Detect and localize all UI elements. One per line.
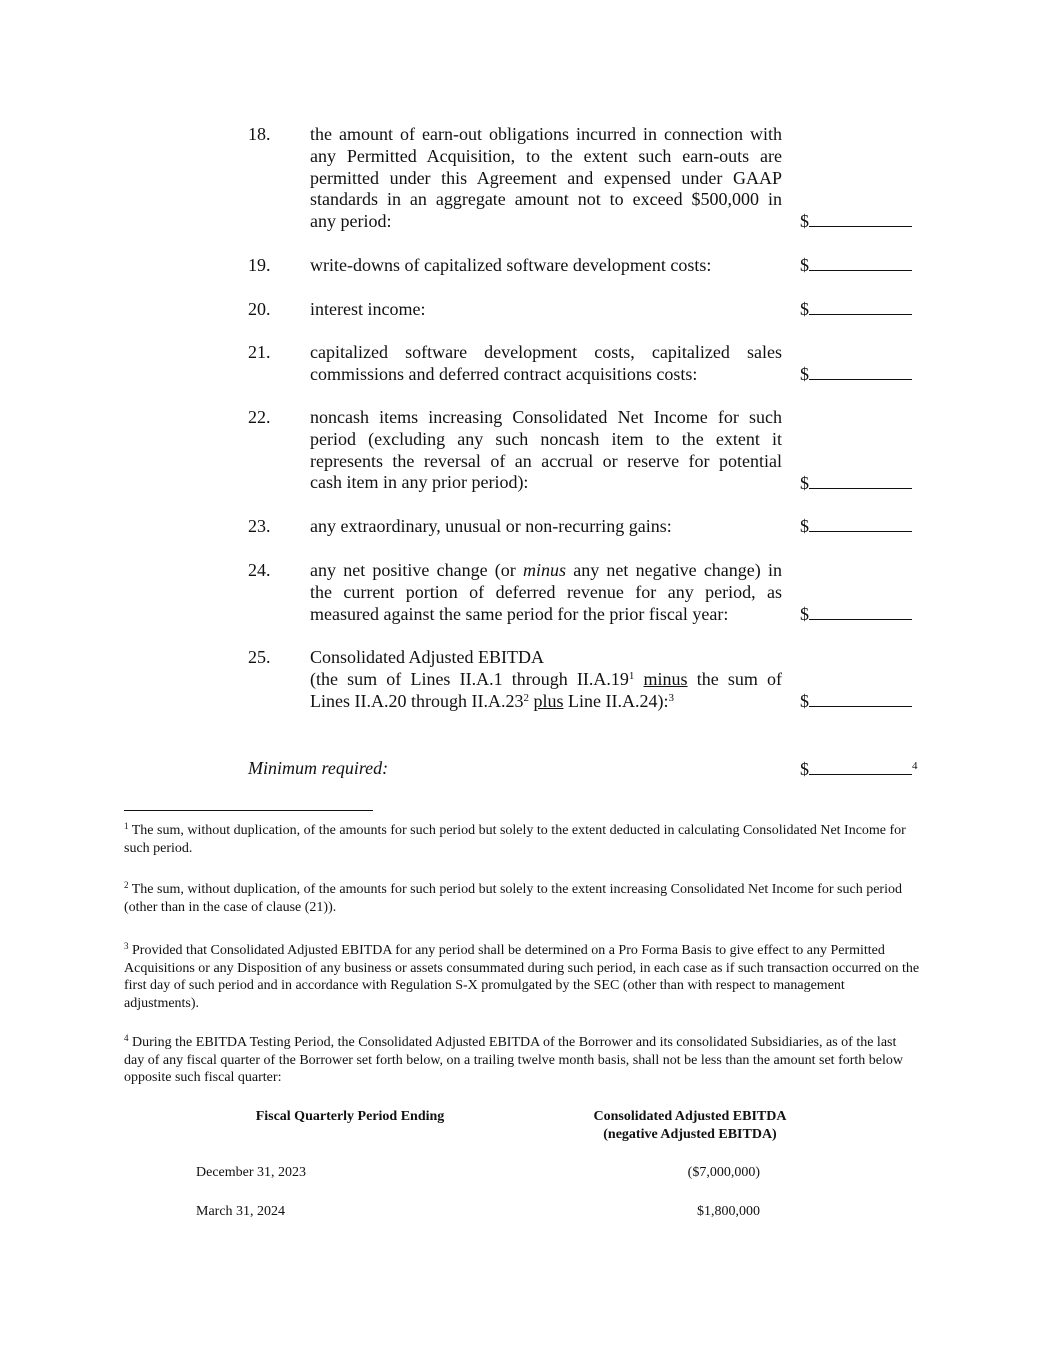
- item-text: [310, 255, 782, 277]
- text-run: the sum of: [687, 668, 782, 689]
- item-text: [310, 124, 782, 233]
- header-line: Consolidated Adjusted EBITDA: [593, 1109, 787, 1124]
- amount-field[interactable]: [800, 209, 912, 233]
- table-header-ebitda: [540, 1108, 840, 1144]
- line-item-25: [248, 647, 918, 713]
- underlined-plus: plus: [533, 690, 564, 711]
- amount-blank[interactable]: [809, 602, 912, 620]
- footnote-mark: 2: [124, 880, 129, 890]
- dollar-sign: $: [800, 691, 809, 712]
- footnote-mark: 4: [124, 1033, 129, 1043]
- item-number: 23.: [248, 516, 271, 536]
- footnote-2: [124, 881, 920, 916]
- footnote-text: The sum, without duplication, of the amounts for such period but solely to the extent deducted in calculating Consolidated Net Income for such period.: [124, 823, 906, 856]
- item-number: 19.: [248, 255, 271, 275]
- dollar-sign: $: [800, 604, 809, 625]
- footnote-mark: 3: [124, 941, 129, 951]
- text-run: Lines II.A.20 through II.A.23: [310, 690, 524, 711]
- item-text-line: cash item in any prior period):: [310, 472, 529, 493]
- header-line: (negative Adjusted EBITDA): [603, 1127, 777, 1142]
- item-text: [310, 299, 782, 321]
- line-item-22: [248, 407, 918, 495]
- item-text-line: write-downs of capitalized software development costs:: [310, 255, 712, 275]
- line-item-18: [248, 124, 918, 233]
- footnote-separator: [124, 810, 373, 811]
- footnote-text: Provided that Consolidated Adjusted EBITDA for any period shall be determined on a Pro Forma Basis to give effect to any Permitted Acquisitions or any Disposition of any business or assets consummated during such period, in each case as if such transaction occurred on the first day of such period and in accordance with Regulation S-X promulgated by the SEC (other than with respect to management adjustments).: [124, 943, 920, 1011]
- footnote-ref[interactable]: 1: [628, 669, 635, 682]
- underlined-minus: minus: [643, 668, 688, 689]
- dollar-sign: $: [800, 759, 809, 779]
- dollar-sign: $: [800, 473, 809, 494]
- amount-field[interactable]: [800, 362, 912, 386]
- item-number: 24.: [248, 560, 271, 580]
- table-header-period: Fiscal Quarterly Period Ending: [255, 1109, 445, 1124]
- item-text-line: represents the reversal of an accrual or reserve for potential: [310, 450, 782, 471]
- footnote-4: [124, 1034, 920, 1087]
- amount-blank[interactable]: [809, 253, 912, 271]
- footnote-ref[interactable]: 4: [912, 760, 918, 772]
- item-title: Consolidated Adjusted EBITDA: [310, 647, 544, 667]
- text-run: Line II.A.24):: [563, 690, 669, 711]
- item-number: 22.: [248, 407, 271, 427]
- amount-field[interactable]: [800, 514, 912, 538]
- footnote-text: During the EBITDA Testing Period, the Consolidated Adjusted EBITDA of the Borrower and its consolidated Subsidiaries, as of the last day of any fiscal quarter of the Borrower set forth below, on a trailing twelve month basis, shall not be less than the amount set forth below opposite such fiscal quarter:: [124, 1035, 904, 1085]
- item-text: [310, 560, 782, 625]
- item-text-line: measured against the same period for the prior fiscal year:: [310, 603, 729, 624]
- item-text: [310, 342, 782, 386]
- dollar-sign: $: [800, 211, 809, 232]
- amount-field[interactable]: [800, 602, 912, 626]
- text-run: (the sum of Lines II.A.1 through II.A.19: [310, 668, 629, 689]
- item-text-line: [310, 691, 782, 713]
- amount-blank[interactable]: [809, 757, 912, 775]
- line-item-19: [248, 255, 918, 277]
- amount-blank[interactable]: [809, 362, 912, 380]
- item-text-line: noncash items increasing Consolidated Net Income for such: [310, 407, 782, 427]
- item-text-line: the current portion of deferred revenue for any period, as: [310, 581, 782, 602]
- item-text-line: any period:: [310, 211, 392, 232]
- table-row-value: $1,800,000: [697, 1204, 760, 1219]
- minimum-required-label: Minimum required:: [248, 758, 389, 778]
- amount-blank[interactable]: [809, 297, 912, 315]
- item-text-line: permitted under this Agreement and expensed under GAAP: [310, 167, 782, 188]
- amount-field[interactable]: [800, 471, 912, 495]
- amount-field[interactable]: [800, 297, 912, 321]
- table-row-value: ($7,000,000): [687, 1165, 760, 1180]
- item-text: [310, 516, 782, 538]
- item-text-line: capitalized software development costs, capitalized sales: [310, 342, 782, 362]
- item-number: 21.: [248, 342, 271, 362]
- dollar-sign: $: [800, 516, 809, 537]
- footnote-3: [124, 942, 920, 1012]
- footnote-text: The sum, without duplication, of the amounts for such period but solely to the extent increasing Consolidated Net Income for such period (other than in the case of clause (21)).: [124, 882, 902, 915]
- item-text: [310, 647, 782, 712]
- text-run: any net negative change) in: [566, 560, 782, 580]
- table-row-period: December 31, 2023: [196, 1165, 307, 1180]
- emphasis-minus: minus: [523, 560, 567, 580]
- footnote-mark: 1: [124, 821, 129, 831]
- dollar-sign: $: [800, 255, 809, 276]
- item-text-line: any extraordinary, unusual or non-recurring gains:: [310, 516, 672, 536]
- amount-field[interactable]: [800, 757, 918, 780]
- item-text-line: [310, 669, 782, 691]
- item-number: 18.: [248, 124, 271, 144]
- amount-blank[interactable]: [809, 689, 912, 707]
- amount-blank[interactable]: [809, 209, 912, 227]
- item-text: [310, 407, 782, 494]
- line-item-20: [248, 299, 918, 321]
- dollar-sign: $: [800, 299, 809, 320]
- item-number: 20.: [248, 299, 271, 319]
- amount-field[interactable]: [800, 253, 912, 277]
- item-text-line: the amount of earn-out obligations incurred in connection with: [310, 124, 782, 144]
- amount-blank[interactable]: [809, 471, 912, 489]
- footnote-ref[interactable]: 2: [523, 691, 529, 704]
- item-text-line: commissions and deferred contract acquisitions costs:: [310, 363, 698, 384]
- line-item-24: [248, 560, 918, 626]
- item-text-line: standards in an aggregate amount not to exceed $500,000 in: [310, 189, 782, 210]
- line-item-21: [248, 342, 918, 386]
- dollar-sign: $: [800, 364, 809, 385]
- item-number: 25.: [248, 647, 271, 667]
- table-row-period: March 31, 2024: [196, 1204, 286, 1219]
- item-text-line: [310, 560, 782, 582]
- item-text-line: any Permitted Acquisition, to the extent such earn-outs are: [310, 145, 782, 166]
- item-text-line: period (excluding any such noncash item to the extent it: [310, 428, 782, 449]
- amount-blank[interactable]: [809, 514, 912, 532]
- line-item-23: [248, 516, 918, 538]
- text-run: any net positive change (or: [310, 560, 523, 580]
- footnote-ref[interactable]: 3: [668, 691, 674, 704]
- minimum-required-row: [248, 757, 928, 779]
- item-text-line: interest income:: [310, 299, 426, 319]
- footnote-1: [124, 822, 920, 857]
- amount-field[interactable]: [800, 689, 912, 713]
